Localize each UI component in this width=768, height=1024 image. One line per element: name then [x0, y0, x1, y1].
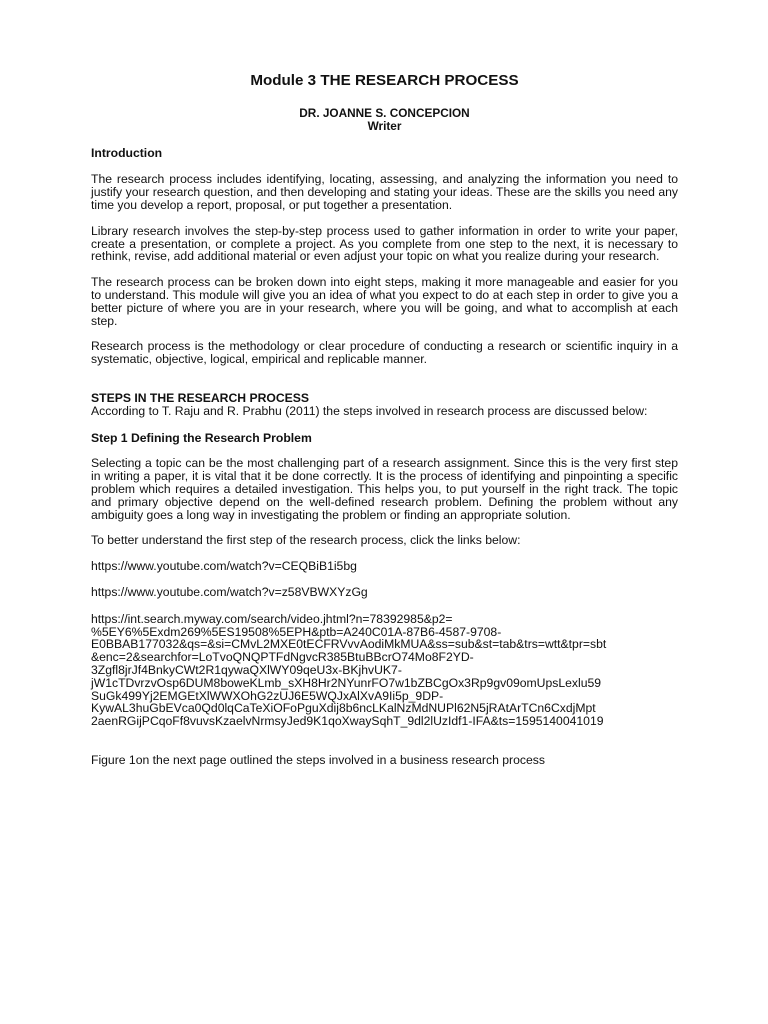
figure-note: Figure 1on the next page outlined the steps involved in a business research process [91, 752, 545, 767]
intro-paragraph-4: Research process is the methodology or clear procedure of conducting a research or scientific inquiry in a systematic, objective, logical, empirical and replicable manner. [91, 339, 678, 367]
links-intro: To better understand the first step of the research process, click the links below: [91, 533, 521, 548]
link-line: KywAL3huGbEVca0Qd0lqCaTeXiOFoPguXdij8b6ncLKalNzMdNUPl62N5jRAtArTCn6CxdjMpt [91, 701, 596, 716]
link-line: %5EY6%5Exdm269%5ES19508%5EPH&ptb=A240C01A-87B6-4587-9708- [91, 624, 502, 639]
author-role: Writer [367, 118, 402, 133]
document-body [91, 72, 678, 767]
link-line: E0BBAB177032&qs=&si=CMvL2MXE0tECFRVvvAodiMkMUA&ss=sub&st=tab&trs=wtt&tpr=sbt [91, 637, 607, 652]
author-block [91, 107, 678, 133]
link-line: &enc=2&searchfor=LoTvoQNQPTFdNgvcR385BtuBBcrO74Mo8F2YD- [91, 650, 474, 665]
intro-paragraph-3: The research process can be broken down into eight steps, making it more manageable and easier for you to understand. This module will give you an idea of what you expect to do at each step in order to give you a better picture of where you are in your research, where you will be going, and what to accomplish at each step. [91, 275, 678, 328]
myway-search-link[interactable] [91, 613, 678, 728]
author-name: DR. JOANNE S. CONCEPCION [299, 106, 470, 120]
intro-paragraph-1: The research process includes identifying, locating, assessing, and analyzing the information you need to justify your research question, and then developing and stating your ideas. These are the skills you need any time you develop a report, proposal, or put together a presentation. [91, 172, 678, 212]
page-title: Module 3 THE RESEARCH PROCESS [250, 72, 519, 89]
link-line: SuGk499Yj2EMGEtXlWWXOhG2zUJ6E5WQJxAlXvA9Ii5p_9DP- [91, 688, 444, 703]
steps-intro: According to T. Raju and R. Prabhu (2011) the steps involved in research process are discussed below: [91, 403, 648, 418]
step1-paragraph: Selecting a topic can be the most challenging part of a research assignment. Since this is the very first step in writing a paper, it is vital that it be done correctly. It is the process of identifying and pinpointing a specific problem which requires a detailed investigation. This helps you, to put yourself in the right track. The topic and primary objective depend on the well-defined research problem. Defining the problem without any ambiguity goes a long way in investigating the problem or finding an appropriate solution. [91, 456, 678, 522]
link-line: 2aenRGijPCqoFf8vuvsKzaelvNrmsyJed9K1qoXwaySqhT_9dl2lUzIdf1-IFA&ts=1595140041019 [91, 714, 604, 729]
step1-heading: Step 1 Defining the Research Problem [91, 430, 312, 445]
youtube-link-1[interactable]: https://www.youtube.com/watch?v=CEQBiB1i5bg [91, 559, 357, 574]
youtube-link-2[interactable]: https://www.youtube.com/watch?v=z58VBWXYzGg [91, 584, 368, 599]
link-line: 3Zgfl8jrJf4BnkyCWt2R1qywaQXlWY09qeU3x-BKjhvUK7- [91, 662, 402, 677]
intro-paragraph-2: Library research involves the step-by-step process used to gather information in order to write your paper, create a presentation, or complete a project. As you complete from one step to the next, it is necessary to rethink, revise, add additional material or even adjust your topic on what you realize during your research. [91, 223, 678, 264]
steps-heading: STEPS IN THE RESEARCH PROCESS [91, 390, 310, 405]
link-line: jW1cTDvrzvOsp6DUM8boweKLmb_sXH8Hr2NYunrFO7w1bZBCgOx3Rp9gv09omUpsLexlu59 [91, 675, 602, 690]
link-line: https://int.search.myway.com/search/video.jhtml?n=78392985&p2= [91, 611, 453, 626]
introduction-heading: Introduction [91, 145, 163, 160]
